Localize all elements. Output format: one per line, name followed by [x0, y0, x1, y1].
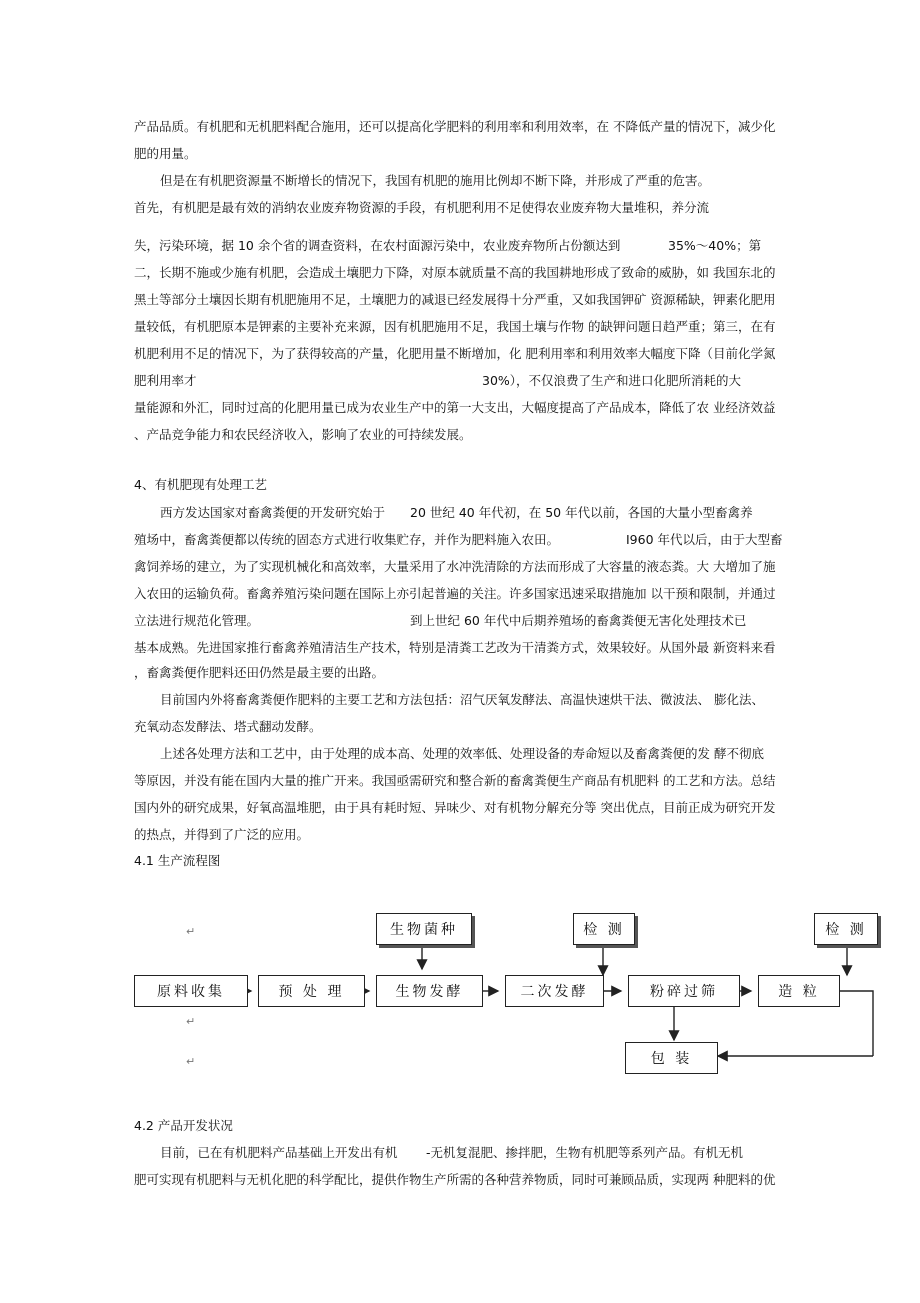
text-line: 肥的用量。 [134, 146, 197, 161]
text-line: 二，长期不施或少施有机肥，会造成土壤肥力下降，对原本就质量不高的我国耕地形成了致命的威胁，如 我国东北的 [134, 265, 776, 280]
text-line: 禽饲养场的建立，为了实现机械化和高效率，大量采用了水冲洗清除的方法而形成了大容量的液态粪。大 大增加了施 [134, 559, 776, 574]
text-line: 35%～40%；第 [668, 238, 762, 253]
step-bio-fermentation: 生物发酵 [376, 975, 483, 1007]
paragraph-mark: ↵ [186, 1055, 196, 1068]
text-line: 立法进行规范化管理。 [134, 613, 260, 628]
text-line: 肥可实现有机肥料与无机化肥的科学配比，提供作物生产所需的各种营养物质，同时可兼顾品质，实现两 种肥料的优 [134, 1172, 776, 1187]
text-line: 充氧动态发酵法、塔式翻动发酵。 [134, 719, 322, 734]
text-line: 失，污染环境，据 10 余个省的调查资料，在农村面源污染中，农业废弃物所占份额达到 [134, 238, 621, 253]
section-heading: 4、有机肥现有处理工艺 [134, 477, 267, 492]
text-line: 首先，有机肥是最有效的消纳农业废弃物资源的手段，有机肥利用不足使得农业废弃物大量堆积，养分流 [134, 200, 710, 215]
text-line: 机肥利用不足的情况下，为了获得较高的产量，化肥用量不断增加，化 肥利用率和利用效率大幅度下降（目前化学氮 [134, 346, 776, 361]
step-pretreatment: 预 处 理 [258, 975, 365, 1007]
text-line: 、产品竞争能力和农民经济收入，影响了农业的可持续发展。 [134, 427, 472, 442]
text-line: 西方发达国家对畜禽粪便的开发研究始于 [160, 505, 386, 520]
section-heading: 4.2 产品开发状况 [134, 1118, 233, 1133]
step-test-1: 检 测 [573, 913, 635, 945]
text-line: 目前国内外将畜禽粪便作肥料的主要工艺和方法包括：沼气厌氧发酵法、高温快速烘干法、微波法、 膨化法、 [160, 692, 764, 707]
text-line: 基本成熟。先进国家推行畜禽养殖清洁生产技术，特别是清粪工艺改为干清粪方式，效果较好。从国外最 新资料来看 [134, 640, 776, 655]
line-gran-loop [840, 991, 873, 1056]
text-line: 但是在有机肥资源量不断增长的情况下，我国有机肥的施用比例却不断下降，并形成了严重的危害。 [160, 173, 711, 188]
text-line: 的热点，并得到了广泛的应用。 [134, 827, 310, 842]
step-granulation: 造 粒 [758, 975, 840, 1007]
text-line: 殖场中，畜禽粪便都以传统的固态方式进行收集贮存，并作为肥料施入农田。 [134, 532, 560, 547]
paragraph-mark: ↵ [186, 925, 196, 938]
text-line: 黑土等部分土壤因长期有机肥施用不足，土壤肥力的减退已经发展得十分严重，又如我国钾矿 资源稀缺，钾素化肥用 [134, 292, 776, 307]
text-line: 肥利用率才 [134, 373, 197, 388]
text-line: 产品品质。有机肥和无机肥料配合施用，还可以提高化学肥料的利用率和利用效率，在 不降低产量的情况下，减少化 [134, 119, 776, 134]
text-line: 等原因，并没有能在国内大量的推广开来。我国亟需研究和整合新的畜禽粪便生产商品有机肥料 的工艺和方法。总结 [134, 773, 776, 788]
step-crush-sieve: 粉碎过筛 [628, 975, 740, 1007]
text-line: 上述各处理方法和工艺中，由于处理的成本高、处理的效率低、处理设备的寿命短以及畜禽粪便的发 酵不彻底 [160, 746, 764, 761]
text-line: 量能源和外汇，同时过高的化肥用量已成为农业生产中的第一大支出，大幅度提高了产品成本，降低了农 业经济效益 [134, 400, 776, 415]
section-heading: 4.1 生产流程图 [134, 853, 221, 868]
text-line: -无机复混肥、掺拌肥，生物有机肥等系列产品。有机无机 [426, 1145, 744, 1160]
text-line: 目前，已在有机肥料产品基础上开发出有机 [160, 1145, 398, 1160]
paragraph-mark: ↵ [186, 1015, 196, 1028]
text-line: 到上世纪 60 年代中后期养殖场的畜禽粪便无害化处理技术已 [410, 613, 747, 628]
text-line: I960 年代以后，由于大型畜 [626, 532, 783, 547]
text-line: 国内外的研究成果，好氧高温堆肥，由于具有耗时短、异味少、对有机物分解充分等 突出优点，目前正成为研究开发 [134, 800, 776, 815]
step-bio-strain: 生物菌种 [376, 913, 472, 945]
text-line: 20 世纪 40 年代初，在 50 年代以前，各国的大量小型畜禽养 [410, 505, 753, 520]
step-second-fermentation: 二次发酵 [505, 975, 604, 1007]
text-line: ，畜禽粪便作肥料还田仍然是最主要的出路。 [134, 665, 385, 680]
text-line: 量较低，有机肥原本是钾素的主要补充来源，因有机肥施用不足，我国土壤与作物 的缺钾问题日趋严重；第三，在有 [134, 319, 776, 334]
step-test-2: 检 测 [814, 913, 878, 945]
text-line: 30%），不仅浪费了生产和进口化肥所消耗的大 [482, 373, 742, 388]
text-line: 入农田的运输负荷。畜禽养殖污染问题在国际上亦引起普遍的关注。许多国家迅速采取措施加 以干预和限制，并通过 [134, 586, 776, 601]
step-raw-collection: 原料收集 [134, 975, 248, 1007]
step-packaging: 包 装 [625, 1042, 718, 1074]
